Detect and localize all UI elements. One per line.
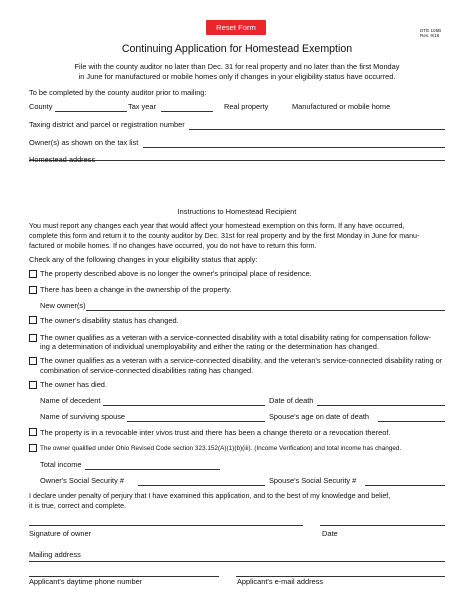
tax-year-label: Tax year bbox=[128, 102, 156, 111]
email-label: Applicant's e-mail address bbox=[237, 577, 324, 586]
owner-ssn-label: Owner's Social Security # bbox=[40, 476, 124, 485]
date-field[interactable] bbox=[320, 525, 445, 526]
checkbox-disability-status[interactable] bbox=[29, 316, 37, 324]
decedent-name-field[interactable] bbox=[103, 405, 265, 406]
instructions-line-2: complete this form and return it to the county auditor by Dec. 31st for real property and by the first Monday in June for manu- bbox=[29, 232, 420, 240]
subtitle-line-2: in June for manufactured or mobile homes only if changes in your eligibility status have occurred. bbox=[78, 72, 396, 81]
ownership-change-label: There has been a change in the ownership of the property. bbox=[40, 285, 232, 294]
form-code-block bbox=[420, 28, 441, 39]
date-of-death-field[interactable] bbox=[317, 405, 445, 406]
veteran-rating-line-2: combination of service-connected disabilities rating has changed. bbox=[40, 366, 254, 375]
income-verification-label: The owner qualified under Ohio Revised Code section 323.152(A)(1)(b)(iii). (Income Verification) and total income has changed. bbox=[40, 445, 402, 452]
mailing-address-label: Mailing address bbox=[29, 550, 81, 559]
check-prompt: Check any of the following changes in your eligibility status that apply: bbox=[29, 255, 258, 264]
surviving-spouse-label: Name of surviving spouse bbox=[40, 412, 126, 421]
taxing-district-field[interactable] bbox=[189, 129, 445, 130]
total-income-label: Total income bbox=[40, 460, 82, 469]
checkbox-trust-change[interactable] bbox=[29, 428, 37, 436]
veteran-unemployability-line-2: ing a determination of individual unemployability and either the rating or the determination has changed. bbox=[40, 342, 379, 351]
spouse-age-field[interactable] bbox=[378, 421, 445, 422]
checkbox-income-verification[interactable] bbox=[29, 444, 37, 452]
owner-died-label: The owner has died. bbox=[40, 380, 107, 389]
trust-change-label: The property is in a revocable inter vivos trust and there has been a change thereto or a revocation thereof. bbox=[40, 428, 391, 437]
checkbox-veteran-rating[interactable] bbox=[29, 357, 37, 365]
phone-label: Applicant's daytime phone number bbox=[29, 577, 143, 586]
form-code: DTE 105B bbox=[420, 28, 442, 33]
real-property-label: Real property bbox=[224, 102, 269, 111]
spouse-age-label: Spouse's age on date of death bbox=[269, 412, 370, 421]
form-title: Continuing Application for Homestead Exemption bbox=[121, 43, 353, 55]
signature-owner-label: Signature of owner bbox=[29, 529, 92, 538]
tax-year-field[interactable] bbox=[161, 111, 213, 112]
owners-field[interactable] bbox=[143, 147, 445, 148]
spouse-ssn-field[interactable] bbox=[365, 485, 445, 486]
owner-ssn-field[interactable] bbox=[138, 485, 265, 486]
date-of-death-label: Date of death bbox=[269, 396, 314, 405]
new-owners-field[interactable] bbox=[86, 310, 445, 311]
manufactured-home-label: Manufactured or mobile home bbox=[292, 102, 391, 111]
subtitle-line-1: File with the county auditor no later than Dec. 31 for real property and no later than the first Monday bbox=[74, 62, 400, 71]
mailing-address-field[interactable] bbox=[29, 561, 445, 562]
reset-form-button[interactable]: Reset Form bbox=[206, 20, 266, 35]
checkbox-veteran-unemployability[interactable] bbox=[29, 334, 37, 342]
instructions-line-1: You must report any changes each year that would affect your homestead exemption on this form. If any have occurred, bbox=[29, 222, 405, 230]
new-owners-label: New owner(s) bbox=[40, 301, 86, 310]
residence-change-label: The property described above is no longer the owner's principal place of residence. bbox=[40, 269, 312, 278]
taxing-district-label: Taxing district and parcel or registration number bbox=[29, 120, 185, 129]
decedent-name-label: Name of decedent bbox=[40, 396, 101, 405]
auditor-heading: To be completed by the county auditor prior to mailing: bbox=[29, 88, 207, 97]
county-field[interactable] bbox=[55, 111, 127, 112]
date-label: Date bbox=[322, 529, 338, 538]
spouse-ssn-label: Spouse's Social Security # bbox=[269, 476, 357, 485]
owners-label: Owner(s) as shown on the tax list bbox=[29, 138, 139, 147]
homestead-address-label: Homestead address bbox=[29, 155, 96, 164]
signature-field[interactable] bbox=[29, 525, 303, 526]
checkbox-owner-died[interactable] bbox=[29, 381, 37, 389]
instructions-heading: Instructions to Homestead Recipient bbox=[177, 207, 297, 216]
checkbox-ownership-change[interactable] bbox=[29, 286, 37, 294]
disability-status-label: The owner's disability status has changed. bbox=[40, 316, 179, 325]
veteran-rating-line-1: The owner qualifies as a veteran with a service-connected disability, and the veteran's service-connected disability rating or bbox=[40, 356, 443, 365]
declaration-line-2: it is true, correct and complete. bbox=[29, 502, 126, 510]
form-revision: Rev. 9/16 bbox=[420, 33, 440, 39]
county-label: County bbox=[29, 102, 53, 111]
declaration-line-1: I declare under penalty of perjury that I have examined this application, and to the best of my knowledge and belief, bbox=[29, 492, 391, 500]
instructions-line-3: factured or mobile homes. If no changes have occurred, you do not have to return this form. bbox=[29, 242, 317, 250]
total-income-field[interactable] bbox=[85, 469, 220, 470]
veteran-unemployability-line-1: The owner qualifies as a veteran with a service-connected disability with a total disability rating for compensation follow- bbox=[40, 333, 432, 342]
checkbox-residence-change[interactable] bbox=[29, 270, 37, 278]
surviving-spouse-field[interactable] bbox=[127, 421, 265, 422]
